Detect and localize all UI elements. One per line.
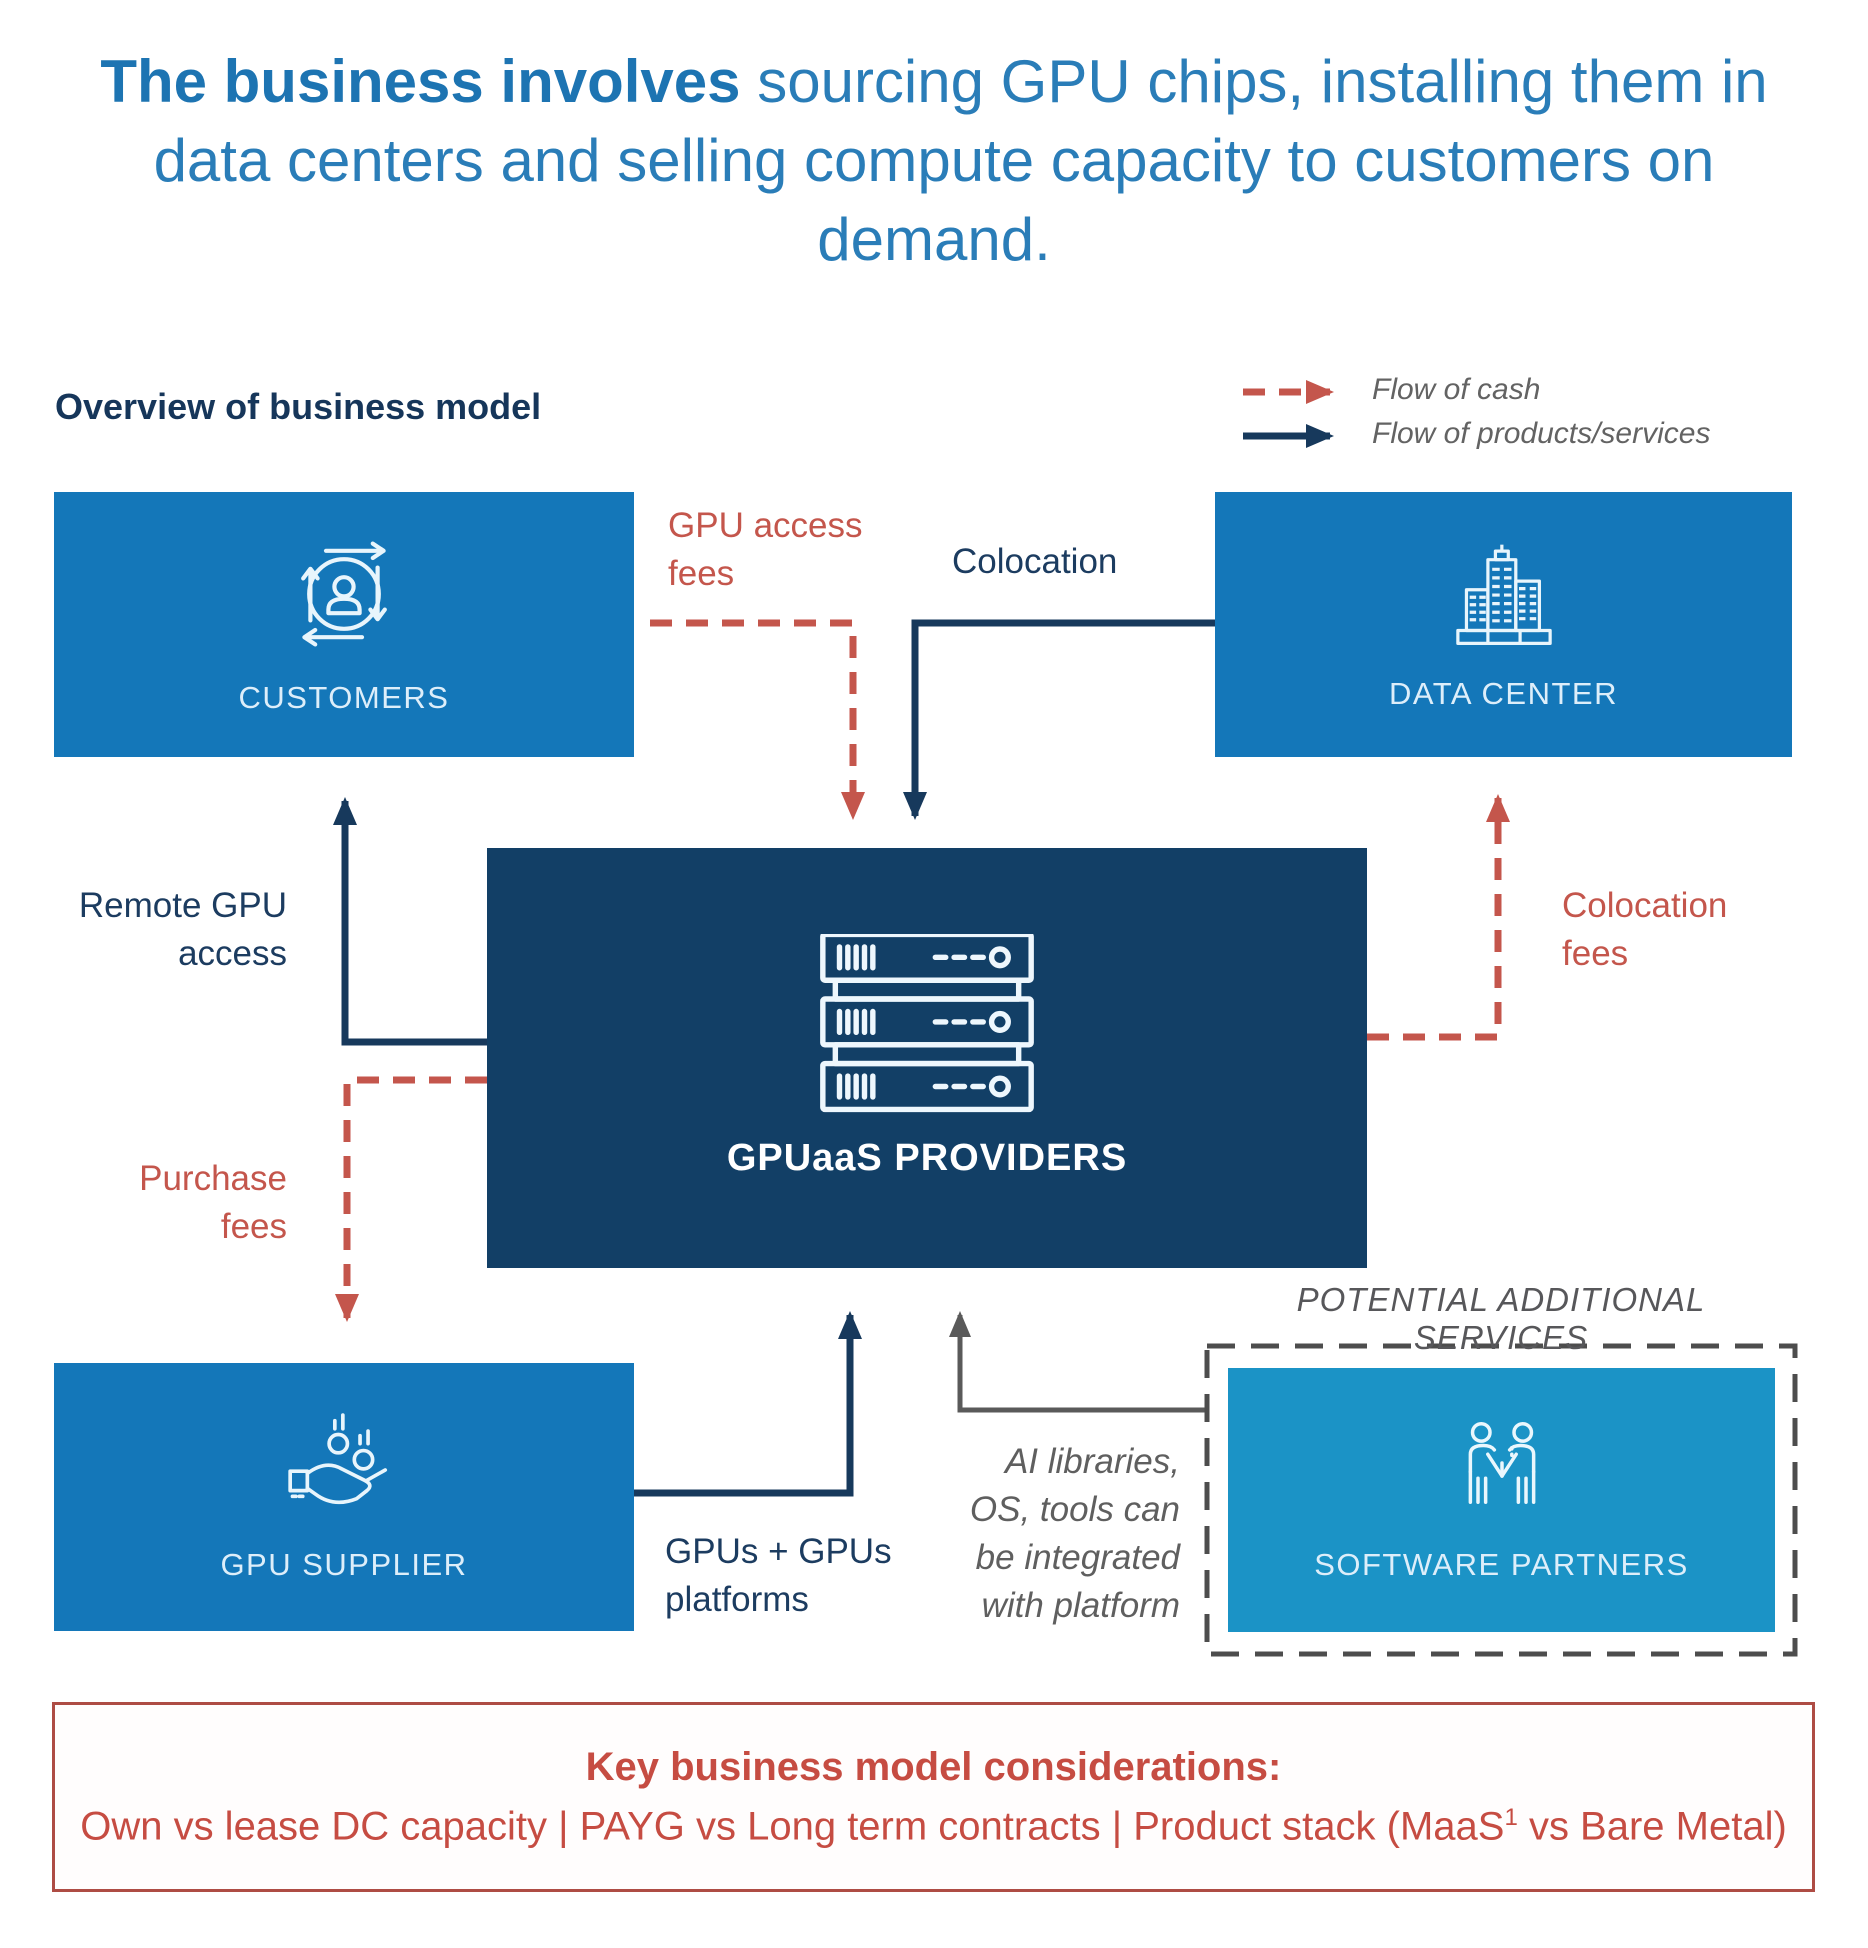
legend-flow-of-products-label: Flow of products/services [1372, 417, 1711, 450]
ai-integration-line2: OS, tools can [969, 1490, 1180, 1529]
colocation-line1: Colocation [952, 542, 1118, 581]
colocation-fees-line2: fees [1562, 934, 1629, 973]
software-integration-arrow [960, 1315, 1207, 1410]
software-partners-label: SOFTWARE PARTNERS [1314, 1547, 1689, 1582]
software-partners-box [1228, 1368, 1775, 1632]
gpus-platforms-line2: platforms [665, 1580, 809, 1619]
page-title [0, 42, 1868, 279]
colocation-fees-arrow [1367, 798, 1498, 1037]
gpus-platforms-label [665, 1528, 892, 1624]
gpuaas-providers-box [487, 848, 1367, 1268]
page-title-bold: The business involves [100, 48, 741, 115]
ai-integration-line4: with platform [981, 1586, 1180, 1625]
colocation-label [952, 538, 1117, 586]
gpuaas-label-line1: GPUaaS [726, 1136, 883, 1179]
customer-cycle-icon [284, 534, 404, 654]
colocation-arrow [915, 623, 1215, 816]
key-considerations-body-pre: Own vs lease DC capacity | PAYG vs Long term contracts | Product stack (MaaS [80, 1804, 1505, 1849]
gpu-access-fees-line2: fees [668, 554, 735, 593]
page-title-rest: sourcing GPU chips, installing them in data centers and selling compute capacity to customers on demand. [153, 48, 1768, 273]
colocation-fees-label [1562, 882, 1727, 978]
data-center-box [1215, 492, 1792, 757]
server-rack-icon [802, 934, 1052, 1114]
customers-label: CUSTOMERS [238, 679, 450, 715]
data-center-label: DATA CENTER [1389, 675, 1618, 711]
customers-box [54, 492, 634, 757]
maas-footnote-marker: 1 [1504, 1803, 1518, 1831]
gpu-supplier-label: GPU SUPPLIER [220, 1547, 468, 1582]
legend-flow-of-cash-label: Flow of cash [1372, 373, 1541, 406]
remote-gpu-access-label [55, 882, 287, 978]
hand-coins-icon [281, 1411, 407, 1521]
remote-gpu-access-line1: Remote GPU [78, 886, 287, 925]
key-considerations-body-post: vs Bare Metal) [1517, 1804, 1787, 1849]
buildings-icon [1445, 538, 1563, 650]
purchase-fees-arrow [347, 1080, 487, 1318]
handshake-icon [1442, 1417, 1562, 1521]
remote-gpu-access-line2: access [178, 934, 287, 973]
gpus-platforms-arrow [634, 1315, 850, 1493]
purchase-fees-line1: Purchase [139, 1159, 287, 1198]
gpu-supplier-box [54, 1363, 634, 1631]
colocation-fees-line1: Colocation [1562, 886, 1728, 925]
ai-integration-label [948, 1438, 1180, 1630]
ai-integration-line3: be integrated [975, 1538, 1180, 1577]
additional-services-label: POTENTIAL ADDITIONAL SERVICES [1296, 1281, 1706, 1356]
ai-integration-line1: AI libraries, [1004, 1442, 1180, 1481]
gpus-platforms-line1: GPUs + GPUs [665, 1532, 892, 1571]
purchase-fees-label [55, 1155, 287, 1251]
section-heading: Overview of business model [55, 386, 542, 427]
gpuaas-label-line2: PROVIDERS [894, 1136, 1128, 1179]
remote-gpu-access-arrow [345, 801, 487, 1042]
gpu-access-fees-label [668, 502, 863, 598]
gpu-access-fees-arrow [650, 623, 853, 816]
key-considerations-box [52, 1702, 1815, 1892]
gpu-access-fees-line1: GPU access [668, 506, 863, 545]
key-considerations-body [80, 1804, 1787, 1849]
key-considerations-heading: Key business model considerations: [585, 1744, 1282, 1789]
purchase-fees-line2: fees [220, 1207, 287, 1246]
